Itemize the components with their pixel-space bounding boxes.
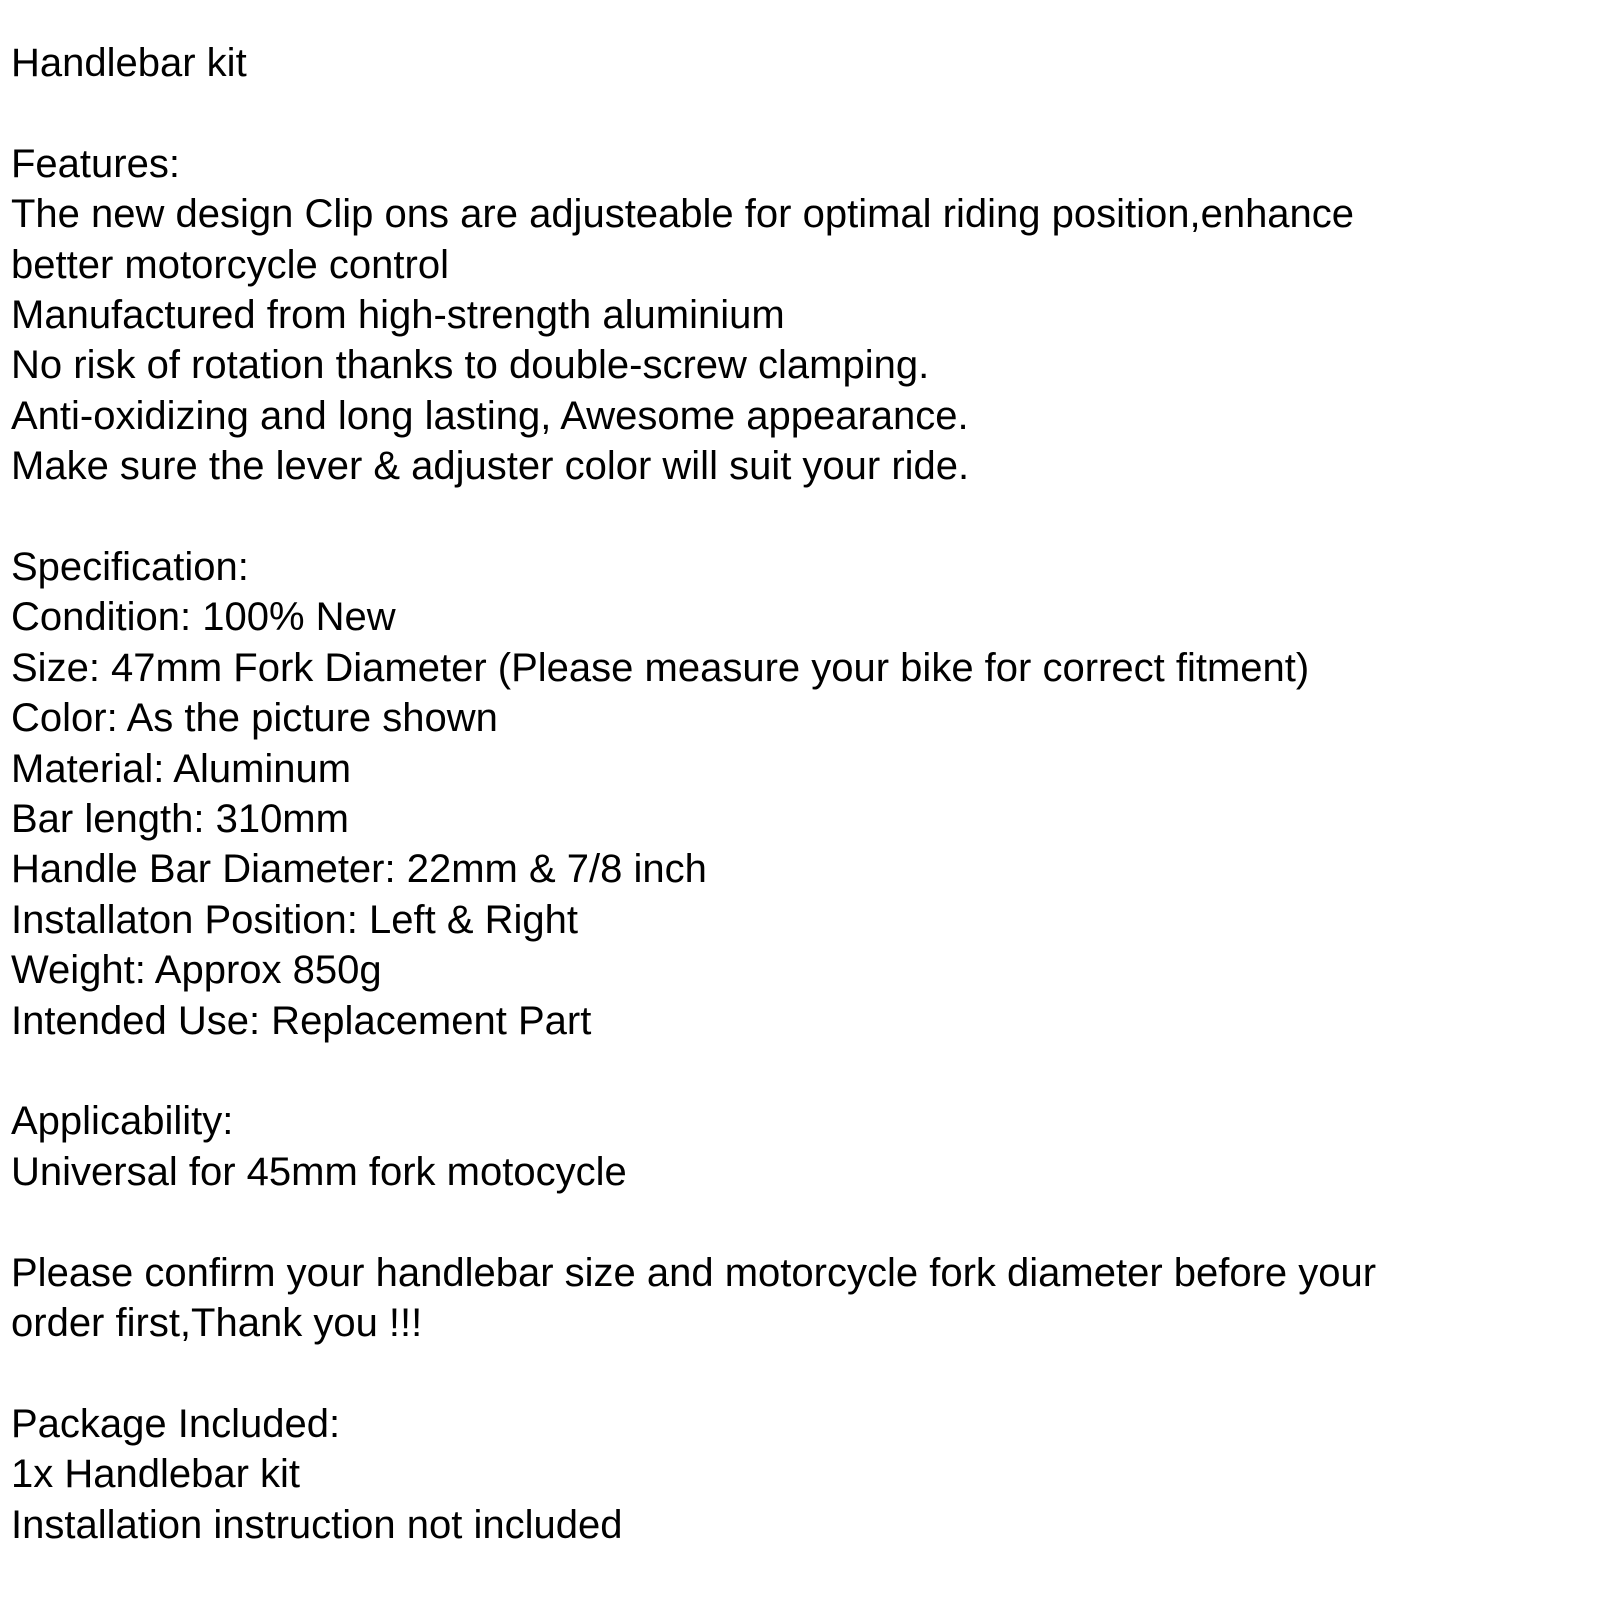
feature-line: Anti-oxidizing and long lasting, Awesome appearance. [11, 393, 969, 438]
spec-line: Size: 47mm Fork Diameter (Please measure your bike for correct fitment) [11, 645, 1310, 690]
spacer [11, 1046, 1591, 1096]
product-description [11, 38, 1591, 1550]
spec-line: Color: As the picture shown [11, 696, 498, 741]
spacer [11, 492, 1591, 542]
package-line: 1x Handlebar kit [11, 1452, 301, 1497]
package-line: Installation instruction not included [11, 1502, 623, 1547]
feature-line: Manufactured from high-strength aluminium [11, 293, 785, 338]
package-heading: Package Included: [11, 1401, 341, 1446]
spec-line: Weight: Approx 850g [11, 948, 382, 993]
spacer [11, 88, 1591, 138]
spec-line: Condition: 100% New [11, 595, 396, 640]
notice-line: order first,Thank you !!! [11, 1301, 423, 1346]
document-title: Handlebar kit [11, 41, 247, 85]
feature-line: Make sure the lever & adjuster color will suit your ride. [11, 444, 970, 489]
spec-line: Bar length: 310mm [11, 797, 349, 842]
feature-line: better motorcycle control [11, 242, 449, 287]
spec-line: Handle Bar Diameter: 22mm & 7/8 inch [11, 847, 707, 892]
spec-line: Material: Aluminum [11, 746, 352, 791]
applicability-line: Universal for 45mm fork motocycle [11, 1149, 627, 1194]
spacer [11, 1197, 1591, 1247]
applicability-heading: Applicability: [11, 1099, 234, 1144]
feature-line: No risk of rotation thanks to double-screw clamping. [11, 343, 930, 388]
spec-line: Installaton Position: Left & Right [11, 897, 578, 942]
features-heading: Features: [11, 141, 180, 186]
spacer [11, 1349, 1591, 1399]
notice-line: Please confirm your handlebar size and motorcycle fork diameter before your [11, 1250, 1377, 1295]
specification-heading: Specification: [11, 545, 249, 590]
spec-line: Intended Use: Replacement Part [11, 998, 592, 1043]
feature-line: The new design Clip ons are adjusteable for optimal riding position,enhance [11, 192, 1355, 237]
